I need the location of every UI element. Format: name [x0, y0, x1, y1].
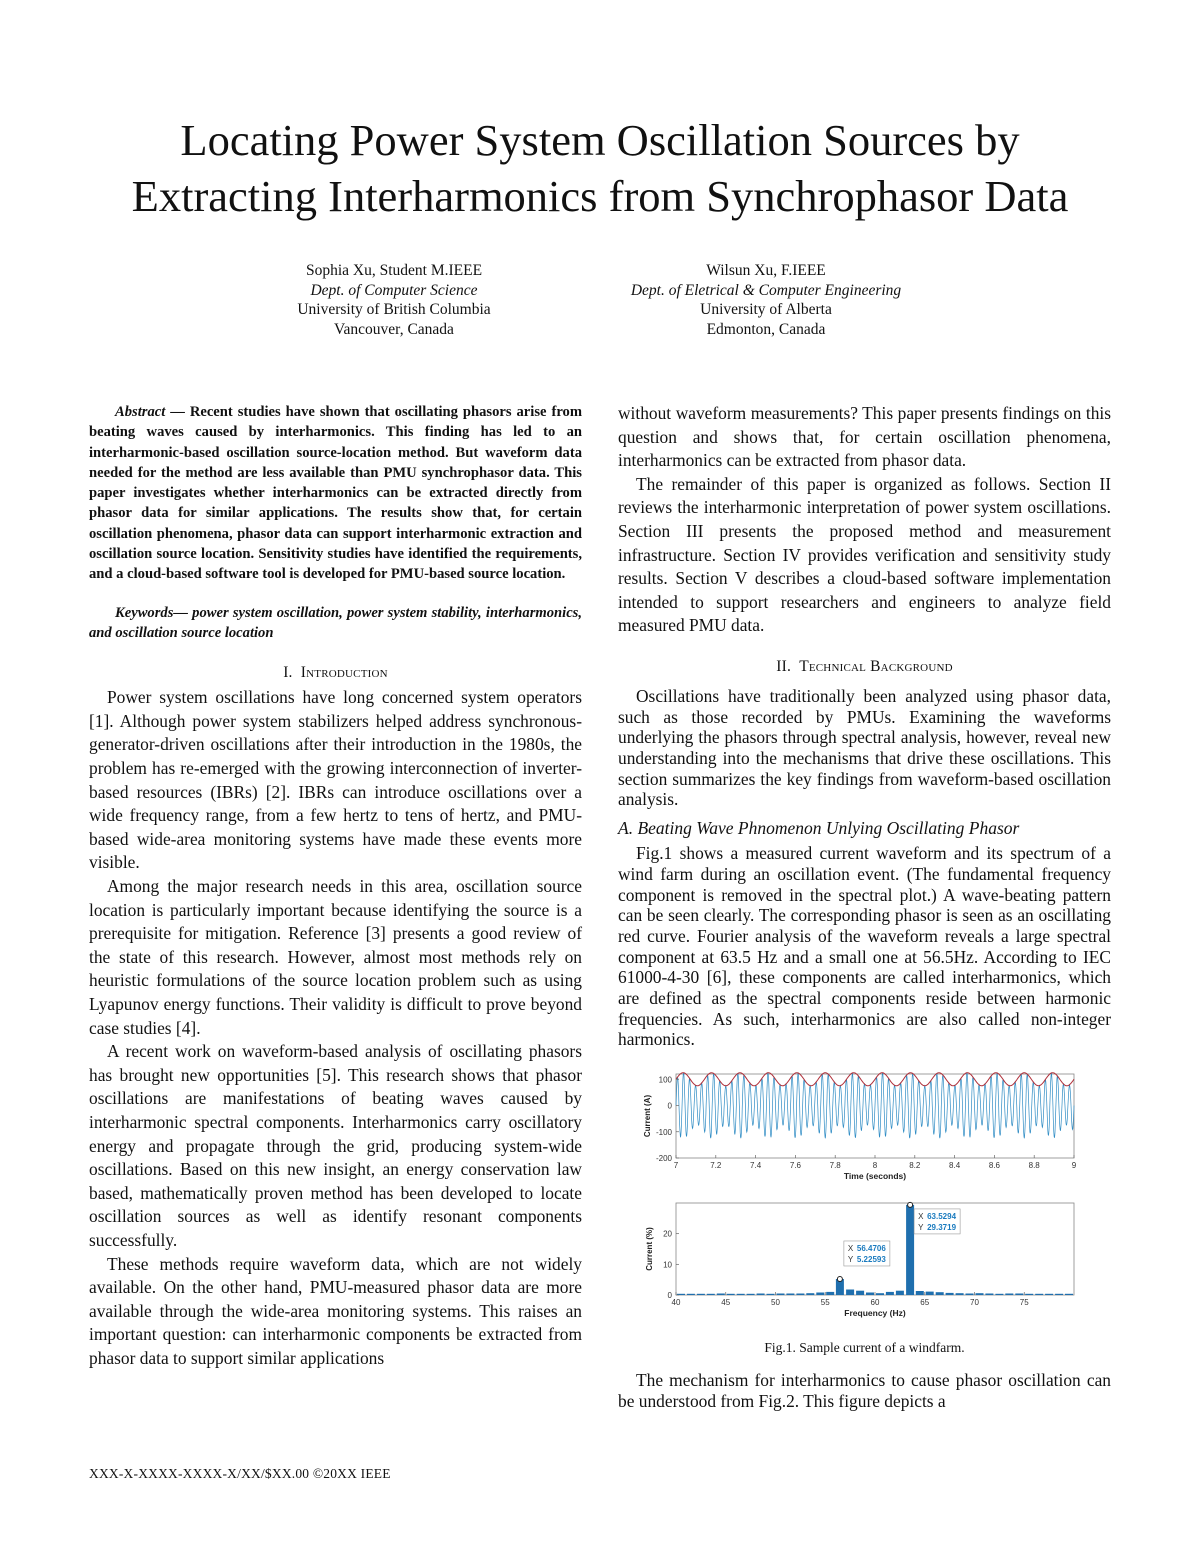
spectrum-bar: [966, 1294, 974, 1296]
author-affiliation: University of British Columbia: [297, 301, 491, 318]
x-tick-label: 60: [870, 1298, 880, 1308]
y-tick-label: 0: [667, 1291, 672, 1301]
section-heading-technical-background: [618, 658, 1111, 676]
spectrum-x-axis-label: Frequency (Hz): [844, 1308, 906, 1319]
spectrum-bar: [777, 1294, 785, 1296]
spectrum-bar: [1045, 1294, 1053, 1295]
datatip-y-label: Y: [847, 1255, 854, 1265]
datatip-x-value: 63.5294: [927, 1212, 957, 1222]
technical-paragraph-1: Oscillations have traditionally been analyzed using phasor data, such as those recorded by PMUs. Examining the waveforms underlying the phasors through spectral analysis, however, reveal new understanding into the mechanisms that drive these oscillations. This section summarizes the key findings from waveform-based oscillation analysis.: [618, 685, 1111, 810]
x-tick-label: 8: [872, 1161, 878, 1171]
spectrum-bar: [886, 1292, 894, 1295]
spectrum-bar: [796, 1294, 804, 1296]
spectrum-bar: [906, 1205, 914, 1295]
spectrum-bar: [737, 1294, 745, 1295]
spectrum-bar: [687, 1294, 695, 1295]
right-paragraph-1: without waveform measurements? This paper presents findings on this question and shows that, for certain oscillation phenomena, interharmonics can be extracted from phasor data.: [618, 403, 1111, 471]
left-column: [89, 402, 582, 1370]
datatip-x-label: X: [847, 1244, 854, 1254]
paper-title: [60, 112, 1140, 224]
spectrum-bar: [707, 1294, 715, 1295]
x-tick-label: 75: [1019, 1298, 1029, 1308]
keywords: [89, 603, 582, 644]
spectrum-bar: [757, 1294, 765, 1296]
title-line-2: Extracting Interharmonics from Synchrophasor Data: [131, 171, 1069, 221]
y-tick-label: 0: [667, 1101, 672, 1111]
right-column: [618, 402, 1111, 1412]
section-title: Introduction: [300, 664, 388, 682]
datatip-marker: [908, 1203, 913, 1208]
datatip-y-value: 29.3719: [927, 1223, 957, 1233]
x-tick-label: 40: [671, 1298, 681, 1308]
spectrum-bar: [985, 1294, 993, 1296]
abstract: [89, 402, 582, 585]
author-location: Vancouver, Canada: [334, 320, 454, 338]
spectrum-bar: [1025, 1294, 1033, 1295]
author-location: Edmonton, Canada: [706, 320, 826, 338]
spectrum-bar: [926, 1292, 934, 1295]
subsection-heading-a: A. Beating Wave Phnomenon Unlying Oscillating Phasor: [618, 818, 1020, 839]
figure-1: [618, 1066, 1111, 1336]
x-tick-label: 8.6: [988, 1161, 1000, 1171]
x-tick-label: 55: [820, 1298, 830, 1308]
spectrum-bar: [1035, 1294, 1043, 1295]
keywords-lead: Keywords—: [115, 604, 188, 621]
datatip-marker: [837, 1277, 842, 1282]
spectrum-bar: [956, 1293, 964, 1295]
abstract-body: — Recent studies have shown that oscillating phasors arise from beating waves caused by interharmonics. This finding has led to an interharmonic-based oscillation source-location method. But waveform data needed for the method are less available than PMU synchrophasor data. This paper investigates whether interharmonics can be extracted directly from phasor data for similar applications. The results show that, for certain oscillation phenomena, phasor data can support interharmonic extraction and oscillation source location. Sensitivity studies have identified the requirements, and a cloud-based software tool is developed for PMU-based source location.: [89, 404, 582, 583]
waveform-x-axis-label: Time (seconds): [843, 1171, 907, 1182]
y-tick-label: -200: [655, 1154, 672, 1164]
spectrum-bar: [786, 1294, 794, 1296]
spectrum-bar: [826, 1292, 834, 1295]
author-affiliation: University of Alberta: [700, 301, 832, 318]
figure-caption: Fig.1. Sample current of a windfarm.: [764, 1340, 965, 1356]
spectrum-bar: [1005, 1294, 1013, 1296]
spectrum-bar: [866, 1293, 874, 1296]
copyright-footer: XXX-X-XXXX-XXXX-X/XX/$XX.00 ©20XX IEEE: [89, 1466, 391, 1481]
keywords-body: power system oscillation, power system stability, interharmonics, and oscillation source location: [89, 604, 582, 641]
x-tick-label: 70: [970, 1298, 979, 1308]
abstract-lead: Abstract: [115, 404, 166, 420]
spectrum-bar: [1055, 1294, 1063, 1295]
spectrum-bar: [856, 1291, 864, 1295]
y-tick-label: 20: [663, 1229, 672, 1239]
x-tick-label: 8.8: [1028, 1161, 1040, 1171]
author-block-2: [592, 261, 940, 339]
x-tick-label: 50: [771, 1298, 780, 1308]
x-tick-label: 7.6: [789, 1161, 801, 1171]
spectrum-bar: [806, 1293, 814, 1295]
x-tick-label: 45: [721, 1298, 731, 1308]
spectrum-bar: [876, 1293, 884, 1295]
spectrum-bar: [1065, 1294, 1073, 1295]
y-tick-label: 10: [663, 1260, 672, 1270]
section-number: I.: [283, 664, 293, 682]
x-tick-label: 7.4: [750, 1161, 762, 1171]
section-number: II.: [776, 657, 792, 675]
technical-paragraph-3: The mechanism for interharmonics to cause phasor oscillation can be understood from Fig.2. This figure depicts a: [618, 1370, 1111, 1411]
spectrum-bar: [717, 1294, 725, 1296]
x-tick-label: 7.2: [710, 1161, 722, 1171]
author-dept: Dept. of Computer Science: [310, 281, 478, 299]
spectrum-bar: [697, 1294, 705, 1295]
intro-paragraph-1: Power system oscillations have long concerned system operators [1]. Although power system stabilizers helped address synchronous-generator-driven oscillations after their introduction in the 1980s, the problem has re-emerged with the growing interconnection of inverter-based resources (IBRs) [2]. IBRs can introduce oscillations over a wide frequency range, from a few hertz to tens of hertz, and PMU-based wide-area monitoring systems have made these events more visible.: [89, 687, 582, 873]
spectrum-bar: [767, 1294, 775, 1295]
datatip-y-value: 5.22593: [856, 1255, 886, 1265]
section-title: Technical Background: [799, 657, 953, 675]
technical-paragraph-2: Fig.1 shows a measured current waveform and its spectrum of a wind farm during an oscillation event. (The fundamental frequency component is removed in the spectral plot.) A wave-beating pattern can be seen clearly. The corresponding phasor is seen as an oscillating red curve. Fourier analysis of the waveform reveals a large spectral component at 63.5 Hz and a small one at 56.5Hz. According to IEC 61000-4-30 [6], these components are called interharmonics, which are defined as the spectral components reside between harmonic frequencies. As such, interharmonics are also called non-integer harmonics.: [618, 843, 1111, 1050]
datatip-x-label: X: [918, 1212, 924, 1222]
spectrum-bar: [936, 1292, 944, 1295]
author-dept: Dept. of Eletrical & Computer Engineering: [630, 281, 902, 299]
spectrum-bar: [747, 1294, 755, 1295]
x-tick-label: 9: [1071, 1161, 1077, 1171]
spectrum-bar: [846, 1290, 854, 1296]
spectrum-bar: [1015, 1294, 1023, 1296]
spectrum-bar: [946, 1293, 954, 1295]
spectrum-bar: [995, 1294, 1003, 1295]
y-tick-label: -100: [655, 1127, 672, 1137]
author-name: Sophia Xu, Student M.IEEE: [305, 262, 483, 279]
waveform-y-axis-label: Current (A): [643, 1095, 652, 1138]
intro-paragraph-4: These methods require waveform data, which are not widely available. On the other hand, PMU-measured phasor data are more available through the wide-area monitoring systems. This raises an important question: can interharmonic components be extracted from phasor data to support similar applications: [89, 1253, 582, 1368]
title-line-1: Locating Power System Oscillation Sources by: [180, 115, 1020, 165]
spectrum-bar: [727, 1294, 735, 1295]
x-tick-label: 65: [920, 1298, 930, 1308]
figure-1-chart: [618, 1066, 1111, 1336]
spectrum-bar: [896, 1291, 904, 1295]
author-name: Wilsun Xu, F.IEEE: [706, 262, 826, 279]
spectrum-bar: [976, 1293, 984, 1295]
datatip-x-value: 56.4706: [856, 1244, 886, 1254]
intro-paragraph-2: Among the major research needs in this area, oscillation source location is particularly important because identifying the source is a prerequisite for mitigation. Reference [3] presents a good review of the state of this research. However, almost most methods rely on heuristic formulations of the source location problem such as using Lyapunov energy functions. Their validity is difficult to prove beyond case studies [4].: [89, 876, 582, 1038]
spectrum-bar: [816, 1293, 824, 1296]
x-tick-label: 8.2: [909, 1161, 921, 1171]
x-tick-label: 7: [673, 1161, 679, 1171]
intro-paragraph-3: A recent work on waveform-based analysis of oscillating phasors has brought new opportunities [5]. This research shows that phasor oscillations are manifestations of beating waves caused by interharmonic spectral components. Interharmonics carry oscillatory energy and propagate through the grid, producing system-wide oscillations. Based on this new insight, an energy conservation law based, mathematically proven method has been developed to locate oscillation sources as well as identify resonant components successfully.: [89, 1041, 582, 1250]
spectrum-y-axis-label: Current (%): [645, 1227, 654, 1271]
author-block-1: [234, 261, 554, 339]
y-tick-label: 100: [658, 1075, 672, 1085]
section-heading-introduction: [89, 664, 582, 682]
datatip-y-label: Y: [918, 1223, 924, 1233]
x-tick-label: 8.4: [949, 1161, 961, 1171]
right-paragraph-2: The remainder of this paper is organized as follows. Section II reviews the interharmonic interpretation of power system oscillations. Section III presents the proposed method and measurement infrastructure. Section IV provides verification and sensitivity study results. Section V describes a cloud-based software implementation intended to support researchers and engineers to analyze field measured PMU data.: [618, 473, 1111, 636]
spectrum-bar: [916, 1291, 924, 1295]
x-tick-label: 7.8: [829, 1161, 841, 1171]
